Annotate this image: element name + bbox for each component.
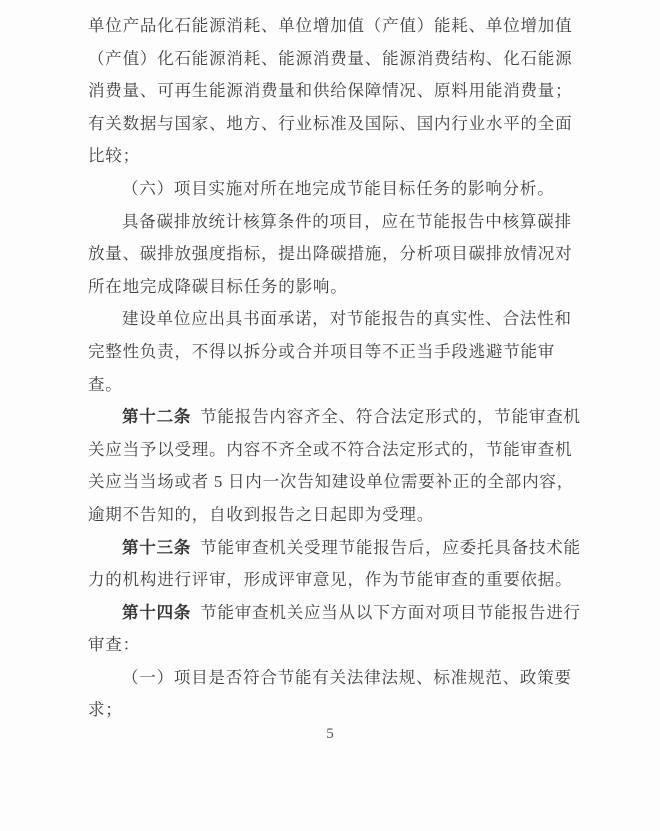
- article-13-heading: 第十三条: [122, 537, 192, 557]
- page-number: 5: [326, 726, 334, 742]
- article-13-text: 节能审查机关受理节能报告后，应委托具备技术能: [200, 537, 581, 557]
- text-line: 逾期不告知的，自收到报告之日起即为受理。: [88, 504, 434, 524]
- text-line: 有关数据与国家、地方、行业标准及国际、国内行业水平的全面: [88, 113, 573, 133]
- text-line: 完整性负责，不得以拆分或合并项目等不正当手段逃避节能审: [88, 341, 556, 361]
- text-line-article-14: [88, 597, 581, 630]
- text-line: 具备碳排放统计核算条件的项目，应在节能报告中核算碳排: [122, 211, 572, 231]
- text-line: 查。: [88, 374, 123, 394]
- text-line: 单位产品化石能源消耗、单位增加值（产值）能耗、单位增加值: [88, 16, 573, 35]
- text-line: 审查：: [88, 635, 140, 655]
- text-line: 力的机构进行评审，形成评审意见，作为节能审查的重要依据。: [88, 570, 573, 590]
- text-line-article-13: [88, 532, 581, 565]
- document-body: [88, 10, 581, 727]
- article-14-text: 节能审查机关应当从以下方面对项目节能报告进行: [200, 602, 581, 622]
- text-line-article-12: [88, 401, 581, 434]
- text-line: 求；: [88, 700, 123, 720]
- text-line: 比较；: [88, 146, 140, 166]
- text-line: 关应当当场或者 5 日内一次告知建设单位需要补正的全部内容，: [88, 472, 574, 492]
- text-line: （产值）化石能源消耗、能源消费量、能源消费结构、化石能源: [88, 48, 573, 68]
- article-14-heading: 第十四条: [122, 602, 192, 622]
- text-line-item-6: （六）项目实施对所在地完成节能目标任务的影响分析。: [122, 178, 555, 198]
- text-line-item-1: （一）项目是否符合节能有关法律法规、标准规范、政策要: [122, 667, 572, 687]
- text-line: 所在地完成降碳目标任务的影响。: [88, 276, 348, 296]
- article-12-text: 节能报告内容齐全、符合法定形式的，节能审查机: [200, 407, 581, 427]
- text-line: 消费量、可再生能源消费量和供给保障情况、原料用能消费量；: [88, 81, 573, 101]
- text-line: 建设单位应出具书面承诺，对节能报告的真实性、合法性和: [122, 309, 572, 329]
- text-line: 放量、碳排放强度指标，提出降碳措施，分析项目碳排放情况对: [88, 244, 573, 264]
- text-line: 关应当予以受理。内容不齐全或不符合法定形式的，节能审查机: [88, 439, 573, 459]
- article-12-heading: 第十二条: [122, 407, 192, 427]
